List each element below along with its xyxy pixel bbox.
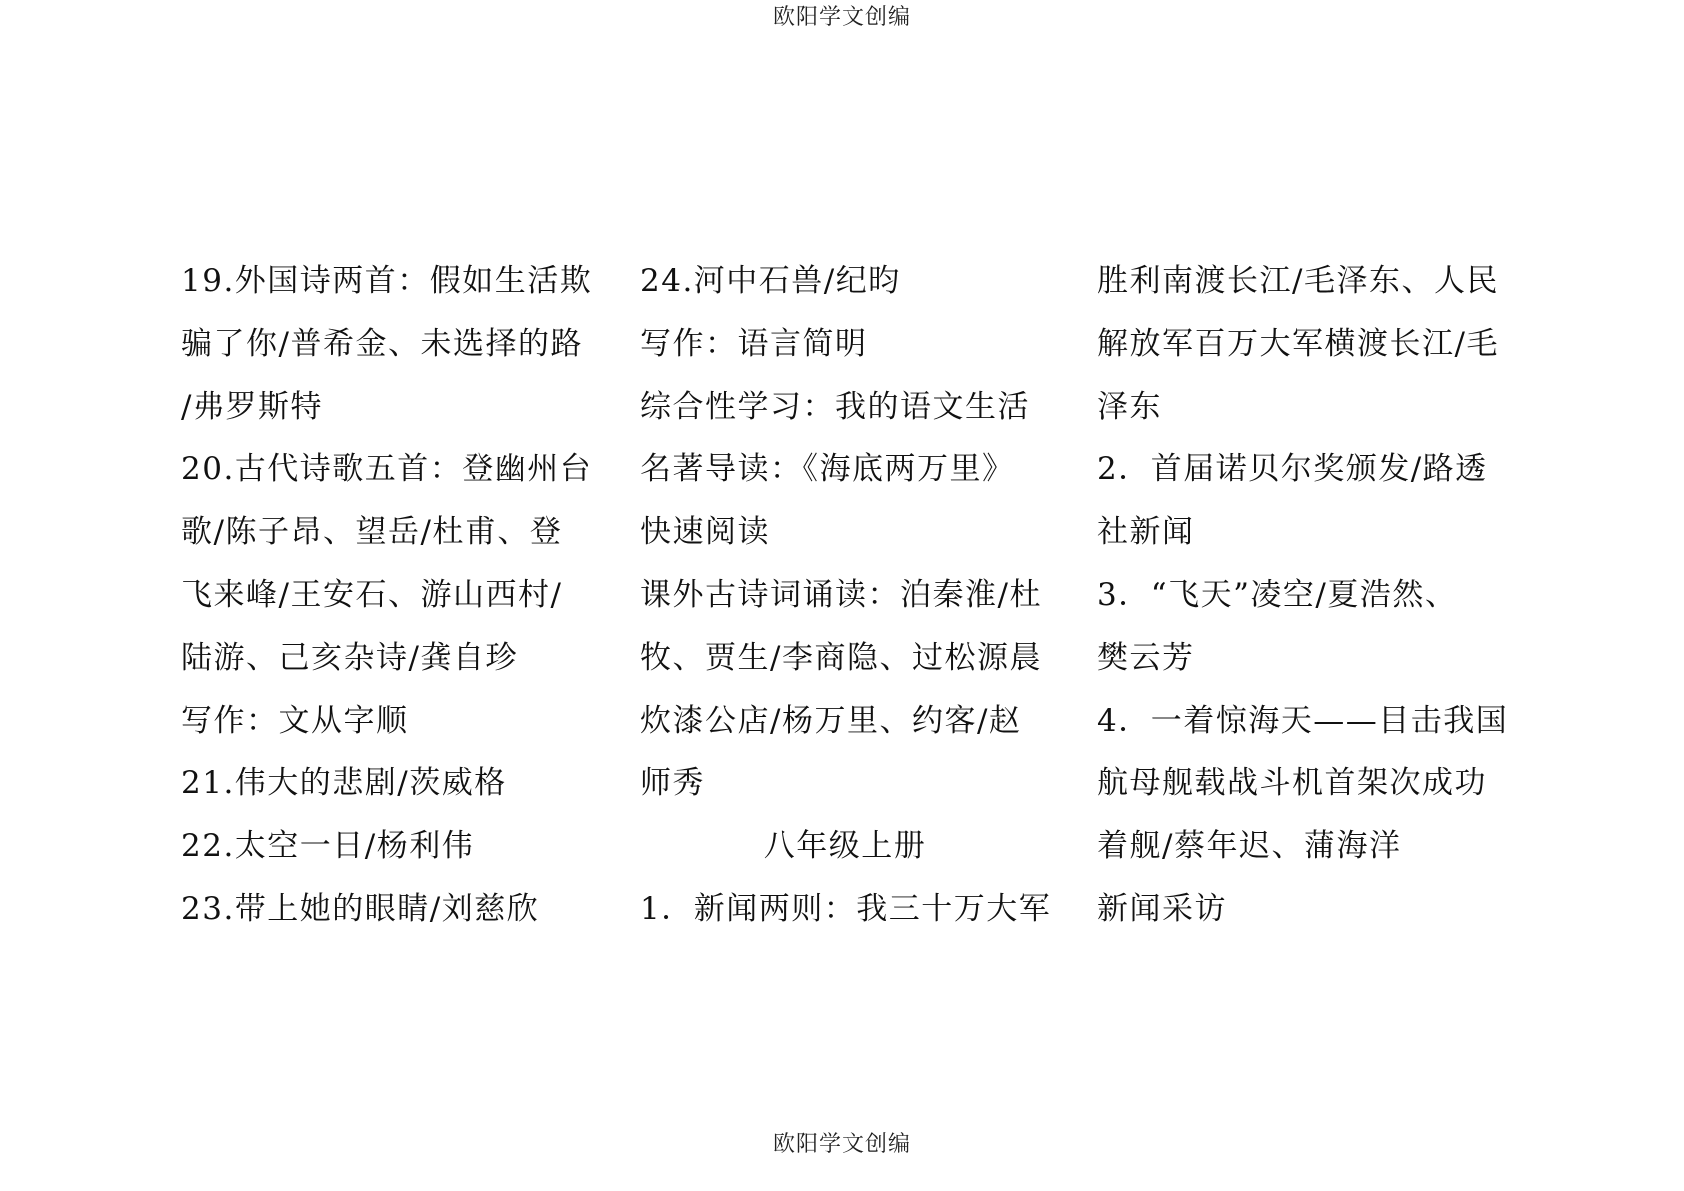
text-line: 课外古诗词诵读：泊秦淮/杜	[640, 576, 1042, 613]
text-line: 陆游、己亥杂诗/龚自珍	[181, 639, 518, 676]
text-line: 名著导读：《海底两万里》	[640, 451, 1015, 488]
text-line: 22.太空一日/杨利伟	[181, 828, 475, 865]
text-line: 20.古代诗歌五首：登幽州台	[181, 451, 593, 488]
text-line: 飞来峰/王安石、游山西村/	[181, 576, 563, 613]
text-line: 综合性学习：我的语文生活	[640, 388, 1030, 425]
text-line: 炊漆公店/杨万里、约客/赵	[640, 702, 1022, 739]
text-column-2	[640, 250, 1060, 941]
page-footer: 欧阳学文创编	[772, 1132, 911, 1157]
text-line: 航母舰载战斗机首架次成功	[1097, 765, 1487, 802]
text-line: 4．一着惊海天——目击我国	[1097, 702, 1509, 739]
text-line: 师秀	[640, 765, 705, 802]
text-line: 着舰/蔡年迟、蒲海洋	[1097, 828, 1402, 865]
text-line: 樊云芳	[1097, 639, 1195, 676]
text-line: 21.伟大的悲剧/茨威格	[181, 765, 507, 802]
text-line: 2．首届诺贝尔奖颁发/路透	[1097, 451, 1488, 488]
text-line: 1．新闻两则：我三十万大军	[640, 890, 1052, 927]
text-line: 骗了你/普希金、未选择的路	[181, 325, 583, 362]
text-line: 24.河中石兽/纪昀	[640, 263, 901, 299]
text-line: 23.带上她的眼睛/刘慈欣	[181, 890, 540, 927]
text-line: 3．“飞天”凌空/夏浩然、	[1097, 576, 1458, 613]
text-line: 快速阅读	[640, 514, 770, 551]
text-line: 社新闻	[1097, 514, 1195, 551]
text-line: 新闻采访	[1097, 890, 1227, 927]
text-line: /弗罗斯特	[181, 388, 323, 425]
text-line: 写作：文从字顺	[181, 702, 409, 739]
text-line: 歌/陈子昂、望岳/杜甫、登	[181, 514, 563, 551]
text-line: 解放军百万大军横渡长江/毛	[1097, 325, 1499, 362]
text-line: 胜利南渡长江/毛泽东、人民	[1097, 263, 1499, 299]
text-line: 写作：语言简明	[640, 325, 868, 362]
text-column-3	[1097, 250, 1517, 941]
page-header: 欧阳学文创编	[772, 5, 911, 30]
text-column-1	[181, 250, 601, 941]
text-line: 牧、贾生/李商隐、过松源晨	[640, 639, 1042, 676]
section-heading: 八年级上册	[763, 828, 927, 865]
text-line: 泽东	[1097, 388, 1162, 425]
text-line: 19.外国诗两首：假如生活欺	[181, 263, 593, 299]
